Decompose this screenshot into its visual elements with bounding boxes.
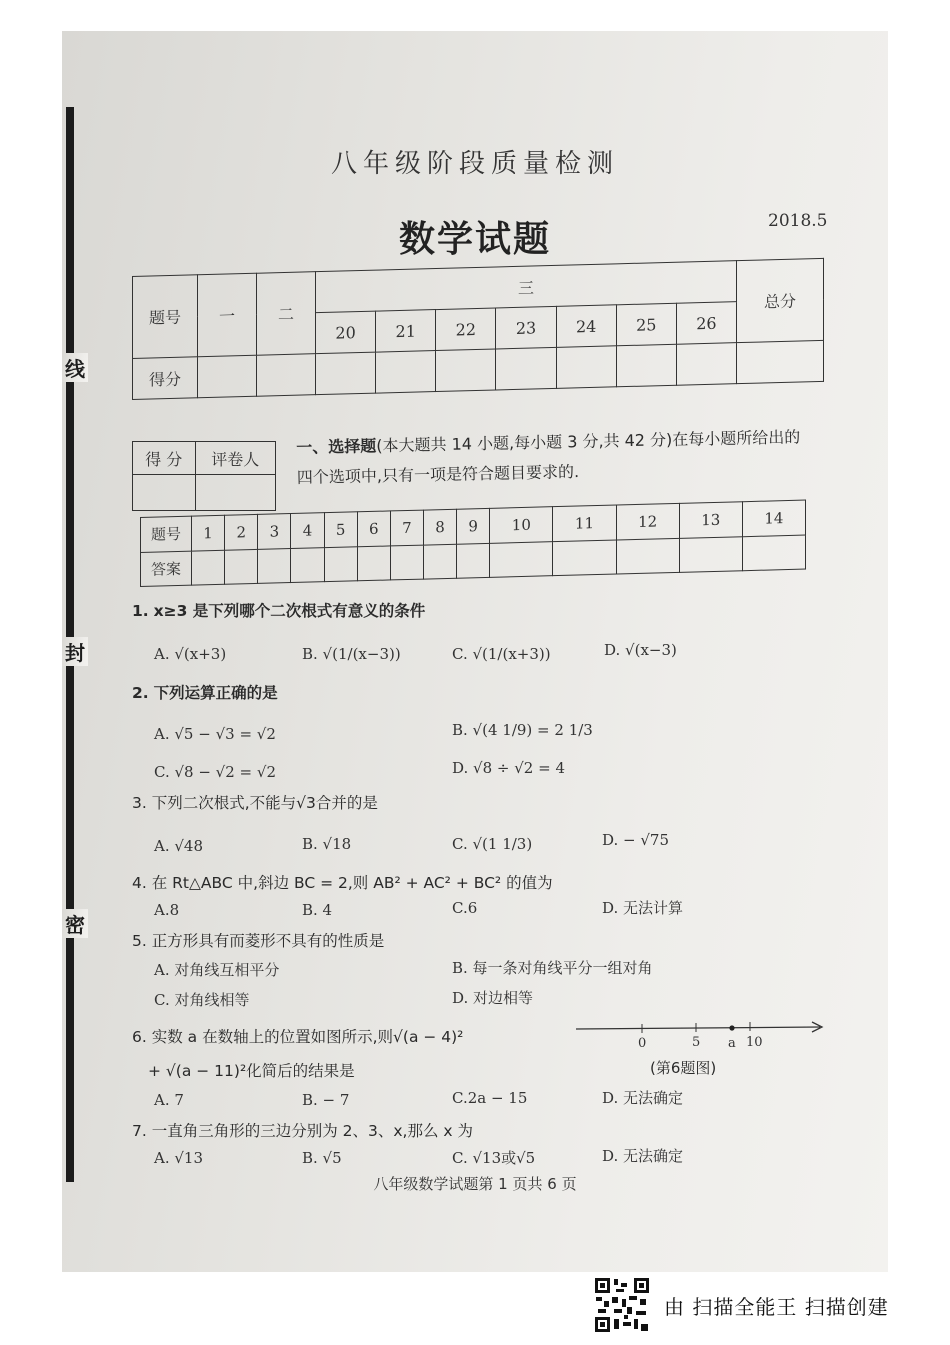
q5-option-a: A. 对角线互相平分: [154, 961, 280, 979]
question-stem: 下列运算正确的是: [153, 684, 278, 702]
label-10: 10: [746, 1035, 763, 1050]
score-table-q21: 21: [376, 310, 436, 353]
binding-mark-seal: 封: [62, 637, 88, 666]
q1-option-b: B. √(1/(x−3)): [302, 645, 401, 663]
answer-table-number-6: 6: [357, 511, 390, 546]
answer-table-number-14: 14: [742, 500, 805, 536]
answer-cell-8: [423, 544, 456, 579]
question-6-stem-continued: + √(a − 11)²化简后的结果是: [148, 1062, 355, 1080]
answer-table-number-10: 10: [490, 507, 553, 543]
question-number: 2.: [132, 684, 149, 702]
grader-name-label: 评卷人: [195, 442, 275, 475]
exam-date: 2018.5: [768, 211, 828, 231]
q6-option-c: C.2a − 15: [452, 1089, 528, 1107]
q7-option-a: A. √13: [154, 1149, 204, 1167]
q7-option-c: C. √13或√5: [452, 1149, 536, 1167]
answer-cell-9: [457, 543, 490, 578]
score-table-q20: 20: [316, 311, 376, 354]
label-5: 5: [692, 1035, 701, 1050]
answer-table-number-11: 11: [553, 505, 616, 541]
grader-score-cell: [133, 475, 196, 511]
answer-cell-4: [291, 547, 324, 582]
question-number: 6.: [132, 1028, 147, 1046]
question-number: 7.: [132, 1122, 147, 1140]
answer-table-number-5: 5: [324, 512, 357, 547]
score-cell: [198, 355, 257, 398]
exam-paper: [62, 31, 888, 1272]
question-stem: x≥3 是下列哪个二次根式有意义的条件: [153, 602, 426, 620]
score-table-q23: 23: [496, 306, 556, 349]
q3-option-d: D. − √75: [602, 831, 670, 849]
q3-option-c: C. √(1 1/3): [452, 835, 533, 853]
score-table-q26: 26: [676, 302, 736, 345]
figure-6-caption: (第6题图): [650, 1059, 717, 1077]
score-cell: [376, 351, 436, 394]
binding-mark-secret: 密: [62, 909, 88, 938]
score-table-label-score: 得分: [133, 357, 198, 400]
question-1: [132, 599, 425, 621]
q2-option-d: D. √8 ÷ √2 = 4: [452, 759, 565, 777]
answer-cell-6: [357, 545, 390, 580]
label-0: 0: [638, 1036, 647, 1051]
q5-option-d: D. 对边相等: [452, 989, 534, 1007]
exam-subtitle: 八年级阶段质量检测: [330, 149, 619, 179]
point-a: [729, 1025, 734, 1030]
q4-option-b: B. 4: [302, 901, 333, 919]
score-table-q24: 24: [556, 305, 616, 348]
question-7: [132, 1119, 473, 1141]
answer-table-number-3: 3: [258, 514, 291, 549]
answer-cell-13: [679, 536, 742, 572]
answer-table-number-1: 1: [192, 515, 225, 550]
scanner-watermark: [594, 1277, 889, 1333]
answer-cell-5: [324, 546, 357, 581]
q6-option-b: B. − 7: [302, 1091, 350, 1109]
score-cell: [737, 340, 824, 383]
q1-option-a: A. √(x+3): [154, 645, 227, 663]
q4-option-d: D. 无法计算: [602, 899, 684, 917]
question-stem: 下列二次根式,不能与√3合并的是: [151, 794, 378, 812]
answer-cell-12: [616, 538, 679, 574]
answer-cell-3: [258, 548, 291, 583]
question-stem: 实数 a 在数轴上的位置如图所示,则√(a − 4)²: [151, 1028, 464, 1046]
score-cell: [556, 346, 616, 389]
section1-heading: [296, 422, 817, 493]
score-table-part3: 三: [316, 261, 737, 313]
answer-table-number-12: 12: [616, 503, 679, 539]
question-number: 4.: [132, 874, 147, 892]
score-cell: [316, 352, 376, 395]
answer-cell-2: [225, 549, 258, 584]
answer-table-label-answer: 答案: [141, 551, 192, 587]
answer-cell-1: [192, 550, 225, 585]
score-table-label-question: 题号: [133, 275, 198, 359]
score-table-q22: 22: [436, 308, 496, 351]
q6-option-d: D. 无法确定: [602, 1089, 684, 1107]
score-table: [132, 258, 824, 400]
answer-cell-14: [742, 535, 805, 571]
question-6: [132, 1025, 463, 1047]
score-table-part1: 一: [198, 273, 257, 357]
q3-option-a: A. √48: [154, 837, 204, 855]
q4-option-a: A.8: [154, 901, 180, 919]
answer-table: [140, 500, 806, 587]
section1-title: 一、选择题: [296, 436, 377, 457]
q7-option-d: D. 无法确定: [602, 1147, 684, 1165]
page-footer: 八年级数学试题第 1 页共 6 页: [373, 1175, 577, 1193]
question-number: 1.: [132, 602, 149, 620]
score-table-q25: 25: [616, 303, 676, 346]
grader-name-cell: [195, 475, 275, 511]
q7-option-b: B. √5: [302, 1149, 342, 1167]
question-stem: 正方形具有而菱形不具有的性质是: [151, 932, 385, 950]
question-3: [132, 791, 378, 813]
answer-table-number-4: 4: [291, 513, 324, 548]
q1-option-c: C. √(1/(x+3)): [452, 645, 551, 663]
binding-mark-line: 线: [62, 353, 88, 382]
question-number: 3.: [132, 794, 147, 812]
q3-option-b: B. √18: [302, 835, 352, 853]
q2-option-c: C. √8 − √2 = √2: [154, 763, 276, 781]
score-cell: [676, 343, 736, 386]
label-a: a: [728, 1036, 736, 1051]
answer-table-number-2: 2: [225, 514, 258, 549]
q2-option-a: A. √5 − √3 = √2: [154, 725, 276, 743]
question-2: [132, 681, 278, 703]
question-stem: 一直角三角形的三边分别为 2、3、x,那么 x 为: [151, 1122, 474, 1140]
scanner-watermark-text: 由 扫描全能王 扫描创建: [664, 1294, 889, 1319]
answer-cell-10: [490, 541, 553, 577]
answer-table-number-9: 9: [457, 508, 490, 543]
score-cell: [257, 354, 316, 397]
q1-option-d: D. √(x−3): [604, 641, 677, 659]
grader-box: [132, 441, 276, 511]
number-line-axis: [576, 1027, 820, 1029]
score-cell: [436, 349, 496, 392]
q6-option-a: A. 7: [154, 1091, 184, 1109]
exam-title: 数学试题: [398, 219, 551, 260]
answer-table-number-13: 13: [679, 502, 742, 538]
qr-code-icon: [594, 1277, 650, 1333]
section1-description: (本大题共 14 小题,每小题 3 分,共 42 分)在每小题所给出的四个选项中,只有一项是符合题目要求的.: [296, 427, 801, 487]
question-stem: 在 Rt△ABC 中,斜边 BC = 2,则 AB² + AC² + BC² 的值为: [151, 874, 553, 892]
answer-table-number-7: 7: [390, 510, 423, 545]
question-4: [132, 871, 553, 893]
answer-cell-7: [390, 545, 423, 580]
grader-score-label: 得 分: [133, 442, 196, 475]
answer-table-number-8: 8: [423, 509, 456, 544]
q5-option-b: B. 每一条对角线平分一组对角: [452, 959, 653, 977]
question-5: [132, 929, 384, 951]
question-number: 5.: [132, 932, 147, 950]
score-cell: [616, 344, 676, 387]
answer-cell-11: [553, 540, 616, 576]
score-cell: [496, 347, 556, 390]
number-line-figure: [574, 1017, 826, 1053]
q4-option-c: C.6: [452, 899, 478, 917]
q2-option-b: B. √(4 1/9) = 2 1/3: [452, 721, 593, 739]
answer-table-label-question: 题号: [141, 516, 192, 552]
score-table-part2: 二: [257, 272, 316, 356]
q5-option-c: C. 对角线相等: [154, 991, 250, 1009]
score-table-total: 总分: [737, 258, 824, 342]
